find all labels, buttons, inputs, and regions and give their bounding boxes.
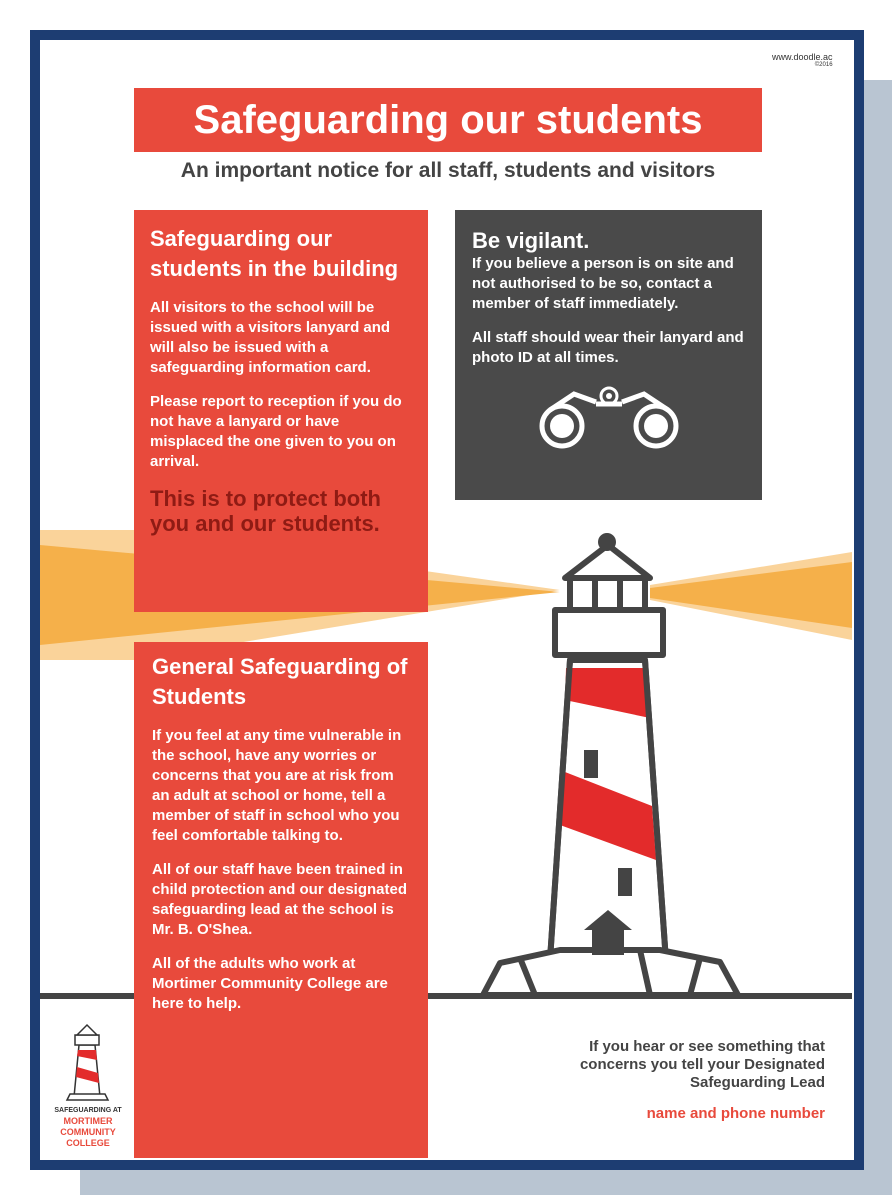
- building-paragraph-1: All visitors to the school will be issued with a visitors lanyard and will also be issued with a safeguarding information card.: [150, 299, 391, 376]
- general-paragraph-2: All of our staff have been trained in child protection and our designated safeguarding lead at the school is Mr. B. O'Shea.: [152, 861, 408, 938]
- general-paragraph-1: If you feel at any time vulnerable in the school, have any worries or concerns that you are at risk from an adult at school or home, tell a member of staff in school who you feel comfortable talking to.: [152, 727, 402, 844]
- logo-line-1: SAFEGUARDING AT: [54, 1107, 122, 1114]
- general-paragraph-3: All of the adults who work at Mortimer Community College are here to help.: [152, 955, 388, 1012]
- logo-line-2: MORTIMER COMMUNITY COLLEGE: [60, 1116, 116, 1148]
- watermark-year: ©2016: [814, 62, 833, 68]
- page-subtitle: An important notice for all staff, students and visitors: [180, 159, 716, 182]
- vigilant-paragraph-1: If you believe a person is on site and not authorised to be so, contact a member of staff immediately.: [472, 255, 734, 312]
- contact-name-placeholder: name and phone number: [646, 1105, 825, 1122]
- building-emphasis: This is to protect both you and our students.: [150, 486, 381, 536]
- building-heading: Safeguarding our students in the building: [150, 226, 399, 281]
- page-title: Safeguarding our students: [134, 88, 762, 152]
- building-paragraph-2: Please report to reception if you do not have a lanyard or have misplaced the one given to you on arrival.: [150, 393, 402, 470]
- vigilant-panel: [455, 210, 762, 500]
- watermark: [772, 52, 833, 68]
- general-heading: General Safeguarding of Students: [152, 654, 408, 709]
- binoculars-icon: [534, 382, 684, 452]
- vigilant-paragraph-2: All staff should wear their lanyard and photo ID at all times.: [472, 329, 744, 366]
- contact-text: If you hear or see something that concerns you tell your Designated Safeguarding Lead: [579, 1038, 825, 1091]
- left-column: [134, 210, 428, 1158]
- building-panel: [134, 210, 428, 612]
- general-panel: [134, 642, 428, 1158]
- school-logo: [50, 1105, 126, 1149]
- vigilant-heading: Be vigilant.: [472, 228, 590, 253]
- watermark-brand: www.doodle.ac: [772, 52, 833, 62]
- logo-lighthouse-icon: [67, 1025, 108, 1100]
